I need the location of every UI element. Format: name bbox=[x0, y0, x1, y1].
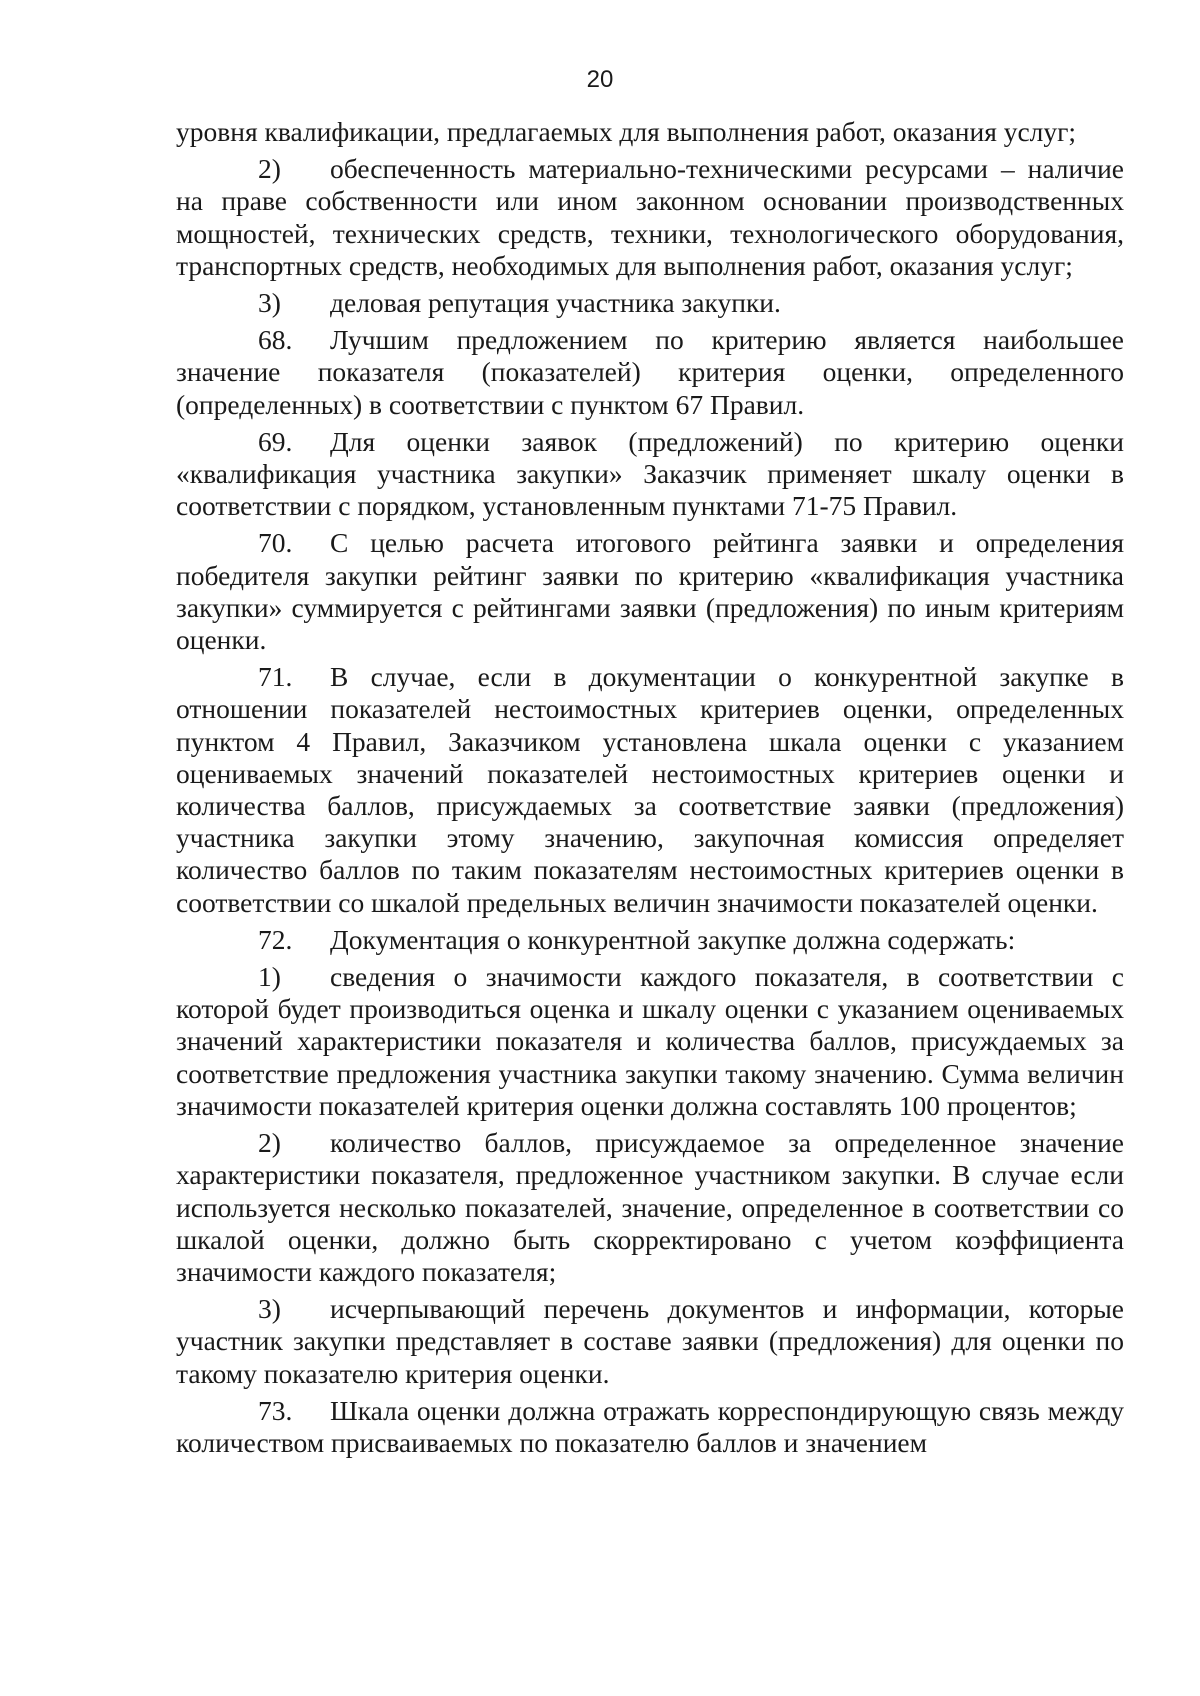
paragraph bbox=[176, 287, 1124, 319]
item-number: 73. bbox=[258, 1394, 293, 1426]
paragraph-text: С целью расчета итогового рейтинга заявки и определения победителя закупки рейтинг заявки по критерию «квалификация участника закупки» суммируется с рейтингами заявки (предложения) по иным критериям оценки. bbox=[176, 527, 1124, 656]
paragraph-text: Документация о конкурентной закупке должна содержать: bbox=[330, 923, 1016, 955]
paragraph bbox=[176, 153, 1124, 282]
item-number: 2) bbox=[258, 1127, 281, 1159]
paragraph-text: Шкала оценки должна отражать корреспондирующую связь между количеством присваиваемых по показателю баллов и значением bbox=[176, 1394, 1124, 1458]
paragraph bbox=[176, 1395, 1124, 1459]
paragraph bbox=[176, 527, 1124, 656]
item-number: 3) bbox=[258, 287, 281, 319]
item-number: 2) bbox=[258, 153, 281, 185]
paragraph-text: количество баллов, присуждаемое за определенное значение характеристики показателя, предложенное участником закупки. В случае если используется несколько показателей, значение, определенное в соответствии со шкалой оценки, должно быть скорректировано с учетом коэффициента значимости каждого показателя; bbox=[176, 1127, 1124, 1287]
paragraph-text: сведения о значимости каждого показателя, в соответствии с которой будет производиться оценка и шкалу оценки с указанием оцениваемых значений характеристики показателя и количества баллов, присуждаемых за соответствие предложения участника закупки такому значению. Сумма величин значимости показателей критерия оценки должна составлять 100 процентов; bbox=[176, 961, 1124, 1121]
paragraph bbox=[176, 426, 1124, 523]
paragraph-text: Лучшим предложением по критерию является наибольшее значение показателя (показателей) критерия оценки, определенного (определенных) в соответствии с пунктом 67 Правил. bbox=[176, 324, 1124, 420]
item-number: 3) bbox=[258, 1293, 281, 1325]
paragraph-text: деловая репутация участника закупки. bbox=[330, 287, 781, 319]
paragraph-text: обеспеченность материально-техническими ресурсами – наличие на праве собственности или ином законном основании производственных мощностей, технических средств, техники, технологического оборудования, транспортных средств, необходимых для выполнения работ, оказания услуг; bbox=[176, 153, 1124, 281]
item-number: 72. bbox=[258, 923, 293, 955]
paragraph bbox=[176, 1127, 1124, 1288]
paragraph bbox=[176, 1293, 1124, 1390]
paragraph bbox=[176, 924, 1124, 956]
paragraph bbox=[176, 116, 1124, 148]
paragraph-text: уровня квалификации, предлагаемых для выполнения работ, оказания услуг; bbox=[176, 116, 1077, 147]
paragraph-text: исчерпывающий перечень документов и информации, которые участник закупки представляет в составе заявки (предложения) для оценки по такому показателю критерия оценки. bbox=[176, 1293, 1124, 1389]
paragraph bbox=[176, 961, 1124, 1122]
item-number: 70. bbox=[258, 527, 293, 559]
item-number: 71. bbox=[258, 661, 293, 693]
item-number: 68. bbox=[258, 324, 293, 356]
document-body bbox=[176, 116, 1124, 1464]
paragraph-text: В случае, если в документации о конкурентной закупке в отношении показателей нестоимостных критериев оценки, определенных пунктом 4 Правил, Заказчиком установлена шкала оценки с указанием оцениваемых значений показателей нестоимостных критериев оценки и количества баллов, присуждаемых за соответствие заявки (предложения) участника закупки этому значению, закупочная комиссия определяет количество баллов по таким показателям нестоимостных критериев оценки в соответствии со шкалой предельных величин значимости показателей оценки. bbox=[176, 661, 1124, 918]
item-number: 69. bbox=[258, 425, 293, 457]
paragraph bbox=[176, 324, 1124, 421]
item-number: 1) bbox=[258, 961, 281, 993]
paragraph-text: Для оценки заявок (предложений) по критерию оценки «квалификация участника закупки» Заказчик применяет шкалу оценки в соответствии с порядком, установленным пунктами 71-75 Правил. bbox=[176, 425, 1124, 522]
paragraph bbox=[176, 661, 1124, 919]
page-number: 20 bbox=[586, 66, 614, 93]
